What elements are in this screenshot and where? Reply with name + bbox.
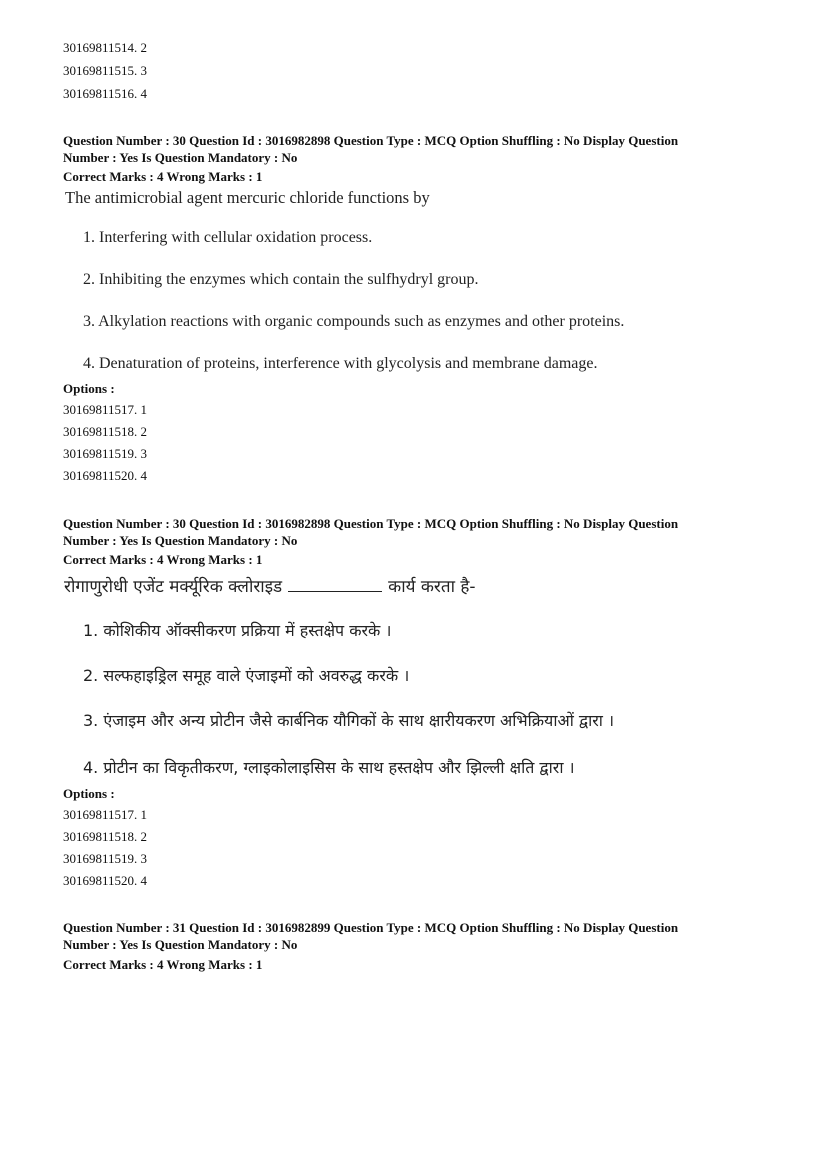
question-choice: 1. कोशिकीय ऑक्सीकरण प्रक्रिया में हस्तक्षेप करके । xyxy=(83,621,392,640)
option-line: 30169811515. 3 xyxy=(63,63,148,78)
question-text-part: रोगाणुरोधी एजेंट मर्क्यूरिक क्लोराइड xyxy=(64,577,283,597)
question-choice: 1. Interfering with cellular oxidation process. xyxy=(83,229,373,246)
question-meta: Number : Yes Is Question Mandatory : No xyxy=(63,937,298,952)
question-meta: Number : Yes Is Question Mandatory : No xyxy=(63,150,298,165)
fill-blank xyxy=(288,577,382,592)
option-line: 30169811520. 4 xyxy=(63,468,148,483)
option-line: 30169811516. 4 xyxy=(63,86,148,101)
question-choice: 4. Denaturation of proteins, interference with glycolysis and membrane damage. xyxy=(83,355,598,372)
question-choice: 2. Inhibiting the enzymes which contain the sulfhydryl group. xyxy=(83,271,479,288)
question-choice: 2. सल्फहाइड्रिल समूह वाले एंजाइमों को अवरुद्ध करके । xyxy=(83,666,410,685)
question-choice: 3. Alkylation reactions with organic compounds such as enzymes and other proteins. xyxy=(83,313,625,330)
question-text-hindi xyxy=(64,576,476,598)
option-line: 30169811517. 1 xyxy=(63,402,148,417)
option-line: 30169811519. 3 xyxy=(63,446,148,461)
question-meta: Question Number : 31 Question Id : 3016982899 Question Type : MCQ Option Shuffling : No Display Question xyxy=(63,920,679,935)
question-choice: 3. एंजाइम और अन्य प्रोटीन जैसे कार्बनिक यौगिकों के साथ क्षारीयकरण अभिक्रियाओं द्वारा । xyxy=(83,711,615,730)
option-line: 30169811514. 2 xyxy=(63,40,148,55)
option-line: 30169811518. 2 xyxy=(63,829,148,844)
question-text: The antimicrobial agent mercuric chloride functions by xyxy=(65,188,430,207)
options-label: Options : xyxy=(63,786,115,801)
question-marks: Correct Marks : 4 Wrong Marks : 1 xyxy=(63,957,263,972)
option-line: 30169811517. 1 xyxy=(63,807,148,822)
option-line: 30169811519. 3 xyxy=(63,851,148,866)
question-marks: Correct Marks : 4 Wrong Marks : 1 xyxy=(63,552,263,567)
option-line: 30169811520. 4 xyxy=(63,873,148,888)
question-meta: Question Number : 30 Question Id : 3016982898 Question Type : MCQ Option Shuffling : No Display Question xyxy=(63,133,679,148)
options-label: Options : xyxy=(63,381,115,396)
question-meta: Number : Yes Is Question Mandatory : No xyxy=(63,533,298,548)
question-choice: 4. प्रोटीन का विकृतीकरण, ग्लाइकोलाइसिस के साथ हस्तक्षेप और झिल्ली क्षति द्वारा । xyxy=(83,758,575,777)
question-text-part: कार्य करता है- xyxy=(388,577,476,597)
option-line: 30169811518. 2 xyxy=(63,424,148,439)
question-marks: Correct Marks : 4 Wrong Marks : 1 xyxy=(63,169,263,184)
question-meta: Question Number : 30 Question Id : 3016982898 Question Type : MCQ Option Shuffling : No Display Question xyxy=(63,516,679,531)
